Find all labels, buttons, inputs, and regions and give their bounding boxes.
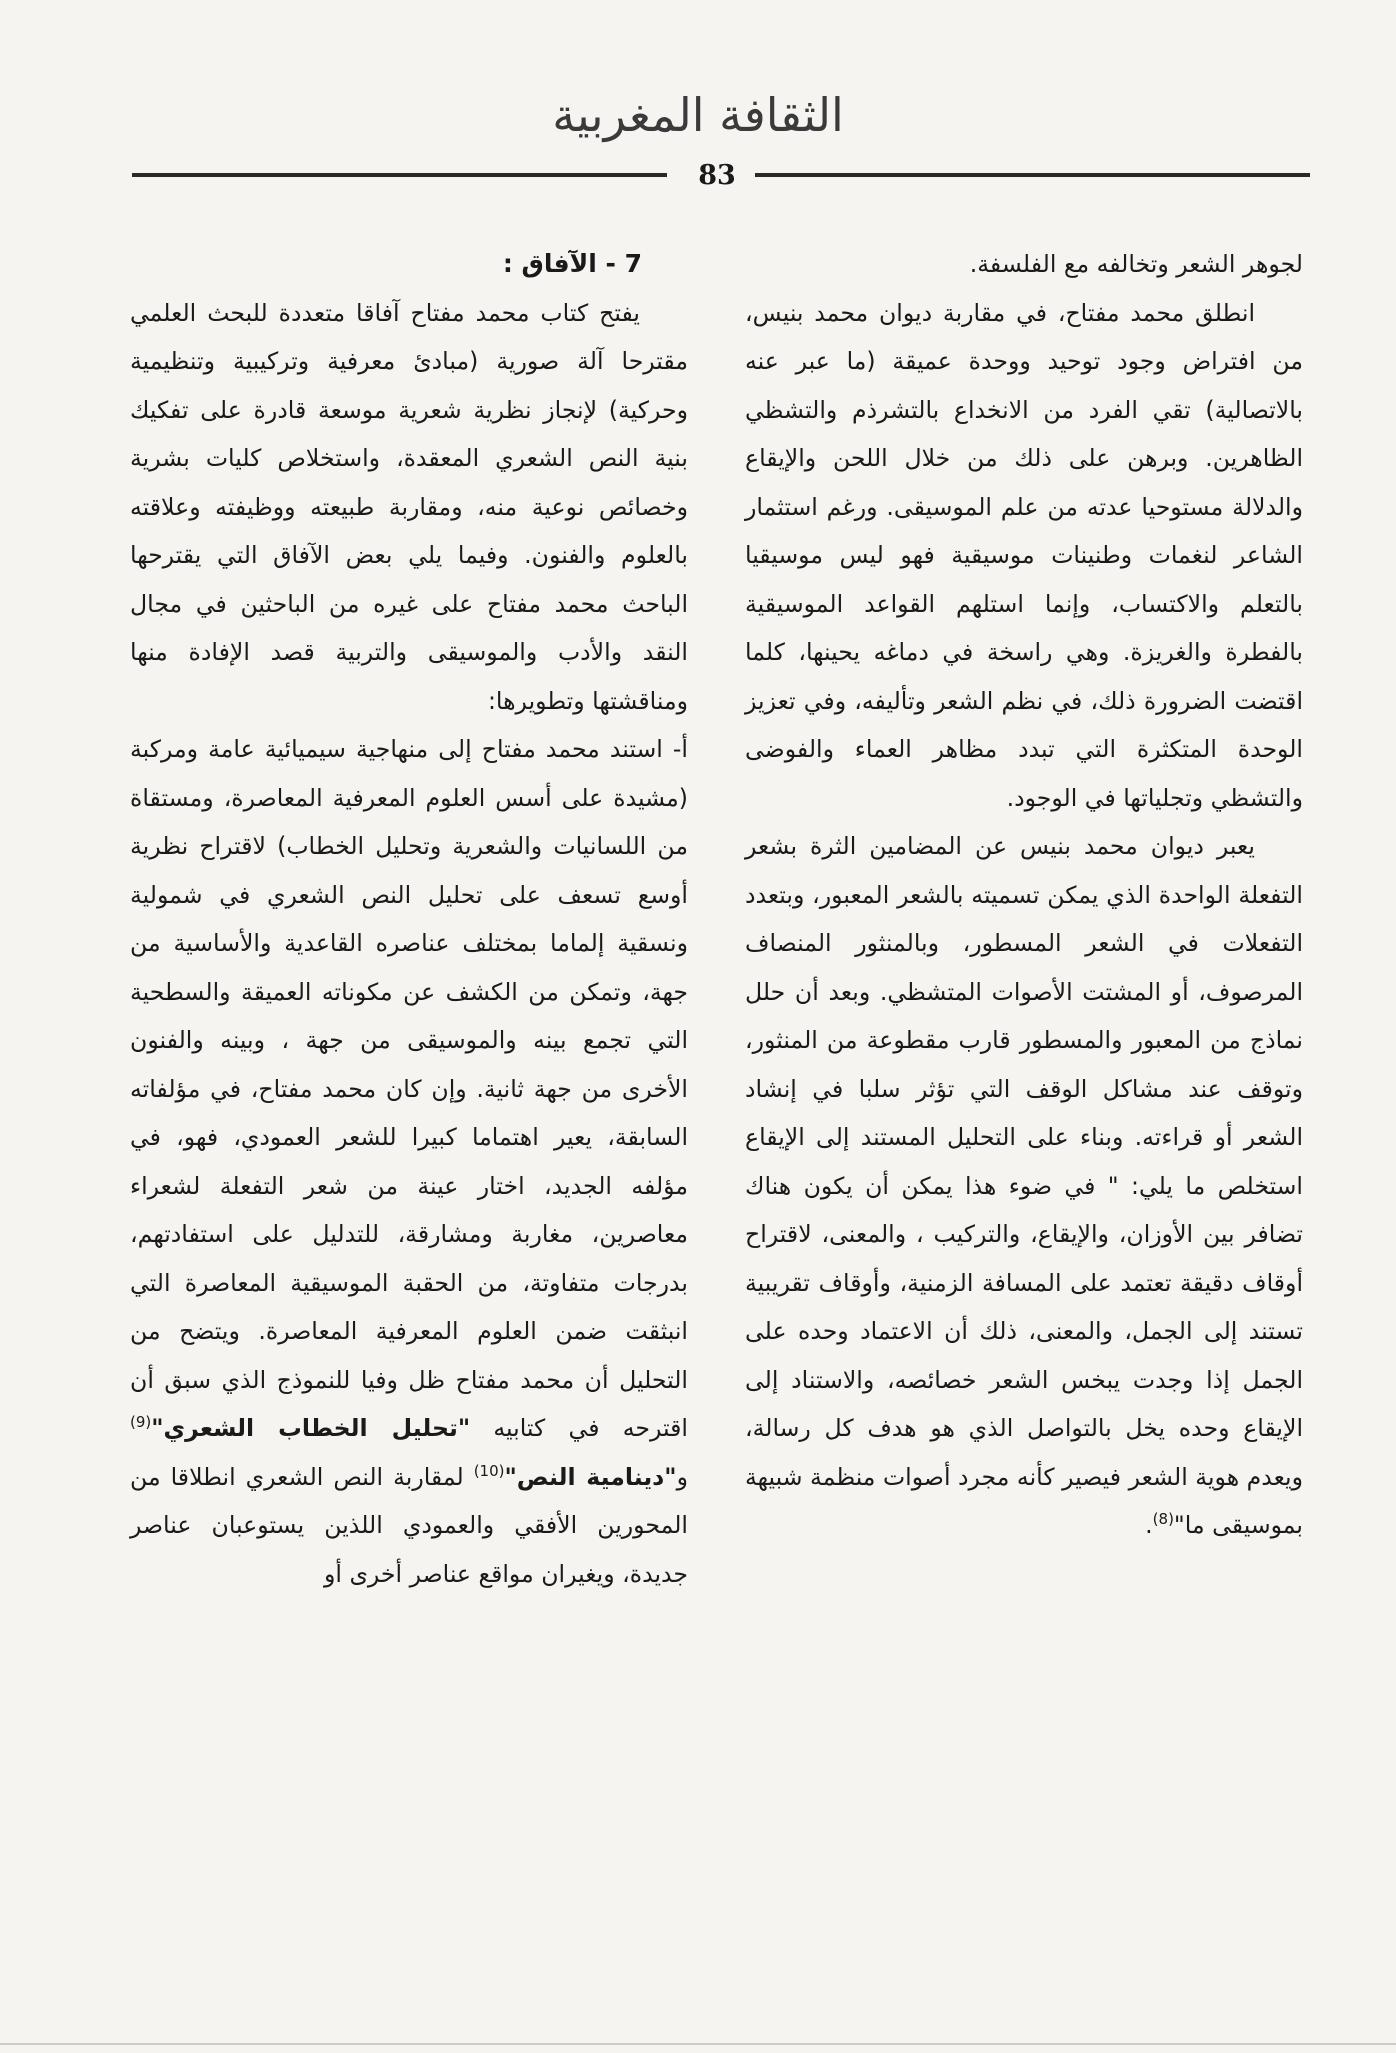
- paragraph-miftah-bennis: انطلق محمد مفتاح، في مقاربة ديوان محمد بنيس، من افتراض وجود توحيد ووحدة عميقة (ما عبر عنه بالاتصالية) تقي الفرد من الانخداع بالتشرذم والتشظي الظاهرين. وبرهن على ذلك من خلال اللحن والإيقاع والدلالة مستوحيا عدته من علم الموسيقى. ورغم استثمار الشاعر لنغمات وطنينات موسيقية فهو ليس موسيقيا بالتعلم والاكتساب، وإنما استلهم القواعد الموسيقية بالفطرة والغريزة. وهي راسخة في دماغه يحينها، كلما اقتضت الضرورة ذلك، في نظم الشعر وتأليفه، وفي تعزيز الوحدة المتكثرة التي تبدد مظاهر العماء والفوضى والتشظي وتجلياتها في الوجود.: [745, 298, 1303, 812]
- header-rule-left: [132, 173, 667, 177]
- left-column: [130, 240, 688, 1598]
- section-heading: 7 - الآفاق :: [502, 249, 642, 278]
- scan-bottom-edge: [0, 2043, 1396, 2045]
- footnote-ref-8: (8): [1152, 1510, 1174, 1529]
- journal-title: الثقافة المغربية: [552, 88, 844, 142]
- paragraph-end-mark: .: [1145, 1511, 1153, 1539]
- book-title-2: "دينامية النص": [504, 1462, 677, 1491]
- header-rule-right: [755, 173, 1310, 177]
- paragraph-bennis-diwan-text: يعبر ديوان محمد بنيس عن المضامين الثرة بشعر التفعلة الواحدة الذي يمكن تسميته بالشعر المعبور، وبتعدد التفعلات في الشعر المسطور، وبالمنثور المنصاف المرصوف، أو المشتت الأصوات المتشظي. وبعد أن حلل نماذج من المعبور والمسطور قارب مقطوعة من المنثور، وتوقف عند مشاكل الوقف التي تؤثر سلبا في إنشاد الشعر أو قراءته. وبناء على التحليل المستند إلى الإيقاع استخلص ما يلي: " في ضوء هذا يمكن أن يكون هناك تضافر بين الأوزان، والإيقاع، والتركيب ، والمعنى، لاقتراح أوقاف دقيقة تعتمد على المسافة الزمنية، وأوقاف تقريبية تستند إلى الجمل، والمعنى، ذلك أن الاعتماد وحده على الجمل إذا وجدت يبخس الشعر خصائصه، والاستناد إلى الإيقاع وحده يخل بالتواصل الذي هو هدف كل رسالة، ويعدم هوية الشعر فيصير كأنه مجرد أصوات منظمة شبيهة بموسيقى ما": [745, 832, 1303, 1539]
- conjunction: و: [676, 1462, 688, 1491]
- paragraph-continuation: لجوهر الشعر وتخالفه مع الفلسفة.: [969, 250, 1303, 278]
- paragraph-horizons-a-end: لمقاربة النص الشعري انطلاقا من المحورين الأفقي والعمودي اللذين يستوعبان عناصر جديدة، ويغيران مواقع عناصر أخرى أو: [130, 1462, 688, 1588]
- right-column: [745, 240, 1303, 1550]
- paragraph-horizons-a-text: أ- استند محمد مفتاح إلى منهاجية سيميائية عامة ومركبة (مشيدة على أسس العلوم المعرفية المعاصرة، ومستقاة من اللسانيات والشعرية وتحليل الخطاب) لاقتراح نظرية أوسع تسعف على تحليل النص الشعري في شمولية ونسقية إلماما بمختلف عناصره القاعدية والأساسية من جهة، وتمكن من الكشف عن مكوناته العميقة والسطحية التي تجمع بينه والموسيقى من جهة ، وبينه والفنون الأخرى من جهة ثانية. وإن كان محمد مفتاح، في مؤلفاته السابقة، يعير اهتماما كبيرا للشعر العمودي، فهو، في مؤلفه الجديد، اختار عينة من شعر التفعلة لشعراء معاصرين، مغاربة ومشارقة، للتدليل على استفادتهم، بدرجات متفاوتة، من الحقبة الموسيقية المعاصرة التي انبثقت ضمن العلوم المعرفية المعاصرة. ويتضح من التحليل أن محمد مفتاح ظل وفيا للنموذج الذي سبق أن اقترحه في كتابيه: [130, 735, 688, 1442]
- paragraph-horizons-intro: يفتح كتاب محمد مفتاح آفاقا متعددة للبحث العلمي مقترحا آلة صورية (مبادئ معرفية وتركيبية وتنظيمية وحركية) لإنجاز نظرية شعرية موسعة قادرة على تفكيك بنية النص الشعري المعقدة، واستخلاص كليات بشرية وخصائص نوعية منه، ومقاربة طبيعته ووظيفته وعلاقته بالعلوم والفنون. وفيما يلي بعض الآفاق التي يقترحها الباحث محمد مفتاح على غيره من الباحثين في مجال النقد والأدب والموسيقى والتربية قصد الإفادة منها ومناقشتها وتطويرها:: [130, 298, 688, 715]
- page-number: 83: [698, 160, 736, 191]
- header-rule: [132, 160, 1310, 190]
- paragraph-bennis-diwan: [745, 822, 1303, 1550]
- book-title-1: "تحليل الخطاب الشعري": [151, 1414, 471, 1442]
- footnote-ref-10: (10): [473, 1461, 505, 1480]
- paragraph-horizons-a: [130, 725, 688, 1598]
- footnote-ref-9: (9): [130, 1413, 152, 1432]
